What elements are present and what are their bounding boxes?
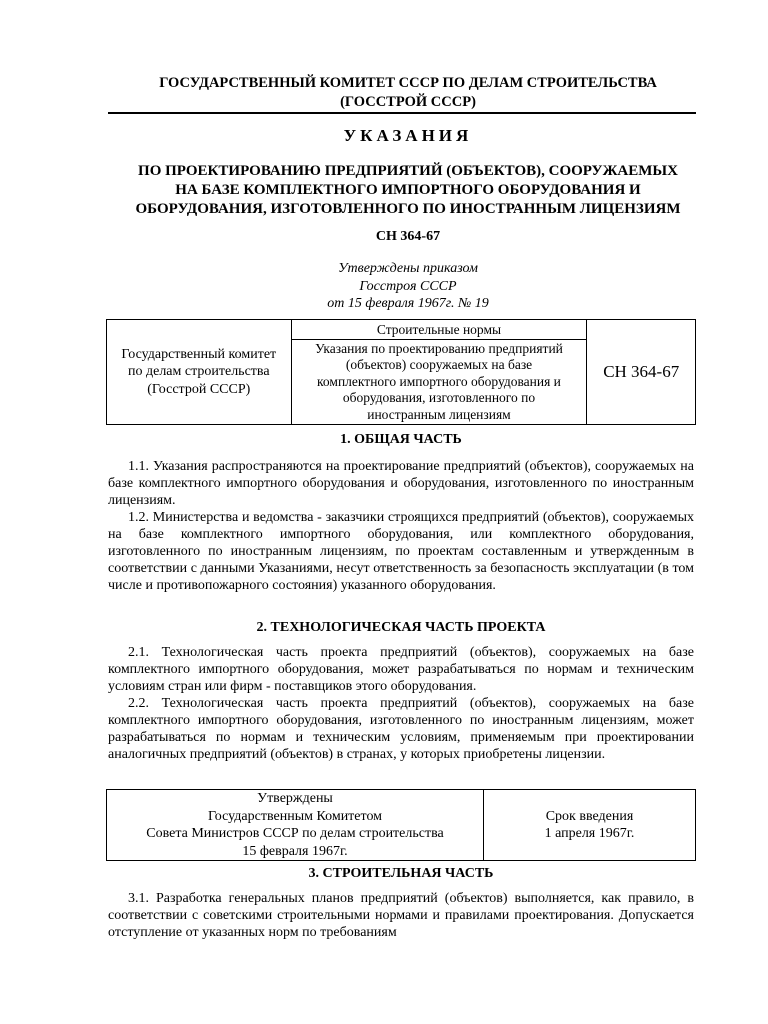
norm-title-line-4: оборудования, изготовленного по [342, 390, 536, 406]
approval-table [106, 789, 696, 861]
norm-title-line-5: иностранным лицензиям [367, 406, 511, 422]
paragraph-1-2: 1.2. Министерства и ведомства - заказчики строящихся предприятий (объектов), сооружаемых на базе комплектного импортного оборудования, или комплектного оборудования, изготовленного по иностранным лицензиям, по проектам составленным и утвержденным в соответствии с данными Указаниями, несут ответственность за безопасность эксплуатации (в том числе и противопожарного состояния) указанного оборудования. [108, 510, 694, 593]
authority-line-3: Совета Министров СССР по делам строительства [146, 826, 444, 841]
document-subject [90, 162, 726, 219]
section-2-heading: 2. ТЕХНОЛОГИЧЕСКАЯ ЧАСТЬ ПРОЕКТА [256, 620, 546, 635]
norm-title-cell [291, 340, 587, 425]
effective-line-2: 1 апреля 1967г. [544, 826, 635, 841]
norm-code-cell: СН 364-67 [587, 320, 696, 425]
issuer-line-2: по делам строительства [127, 364, 270, 380]
agency-line-1: ГОСУДАРСТВЕННЫЙ КОМИТЕТ СССР ПО ДЕЛАМ СТРОИТЕЛЬСТВА [159, 75, 657, 91]
issuer-cell [107, 320, 292, 425]
section-1-heading: 1. ОБЩАЯ ЧАСТЬ [340, 432, 462, 447]
effective-date-cell [484, 790, 696, 861]
agency-line-2: (ГОССТРОЙ СССР) [340, 94, 476, 110]
issuer-line-1: Государственный комитет [121, 346, 277, 362]
norm-title-line-1: Указания по проектированию предприятий [315, 340, 563, 356]
approval-line-2: Госстроя СССР [359, 278, 457, 294]
paragraph-2-1: 2.1. Технологическая часть проекта предприятий (объектов), сооружаемых на базе комплектного импортного оборудования, может разрабатываться по нормам и техническим условиям стран или фирм - поставщиков этого оборудования. [108, 645, 694, 694]
approval-line-1: Утверждены приказом [338, 261, 478, 276]
document-code: СН 364-67 [375, 229, 441, 244]
paragraph-3-1: 3.1. Разработка генеральных планов предприятий (объектов) выполняется, как правило, в соответствии с советскими строительными нормами и правилами проектирования. Допускается отступление от указанных норм по требованиям [108, 891, 694, 940]
paragraph-1-1: 1.1. Указания распространяются на проектирование предприятий (объектов), сооружаемых на базе комплектного импортного оборудования и оборудования, изготовленного по иностранным лицензиям. [108, 459, 694, 508]
authority-line-2: Государственным Комитетом [207, 808, 383, 824]
subject-line-1: ПО ПРОЕКТИРОВАНИЮ ПРЕДПРИЯТИЙ (ОБЪЕКТОВ), СООРУЖАЕМЫХ [138, 163, 678, 179]
issuer-line-3: (Госстрой СССР) [147, 381, 251, 397]
norm-title-line-3: комплектного импортного оборудования и [317, 373, 561, 389]
authority-line-1: Утверждены [257, 791, 333, 806]
title-table [106, 319, 696, 425]
section-3-heading: 3. СТРОИТЕЛЬНАЯ ЧАСТЬ [308, 866, 494, 881]
header-rule [108, 112, 696, 114]
norm-title-line-2: (объектов) сооружаемых на базе [345, 357, 533, 373]
agency-header [80, 74, 736, 112]
subject-line-3: ОБОРУДОВАНИЯ, ИЗГОТОВЛЕННОГО ПО ИНОСТРАННЫМ ЛИЦЕНЗИЯМ [135, 201, 681, 217]
approval-note [80, 260, 736, 313]
authority-line-4: 15 февраля 1967г. [242, 843, 348, 859]
paragraph-2-2: 2.2. Технологическая часть проекта предприятий (объектов), сооружаемых на базе комплектного импортного оборудования, изготовленного по иностранным лицензиям, может разрабатываться по нормам и техническим условиям, применяемым при проектировании аналогичных предприятий (объектов) в странах, у которых приобретены лицензии. [108, 696, 694, 762]
document-type: УКАЗАНИЯ [343, 126, 473, 145]
norms-type-cell: Строительные нормы [291, 320, 587, 340]
effective-line-1: Срок введения [545, 808, 634, 824]
approval-authority-cell [107, 790, 484, 861]
subject-line-2: НА БАЗЕ КОМПЛЕКТНОГО ИМПОРТНОГО ОБОРУДОВАНИЯ И [175, 182, 641, 198]
approval-line-3: от 15 февраля 1967г. № 19 [327, 296, 489, 311]
